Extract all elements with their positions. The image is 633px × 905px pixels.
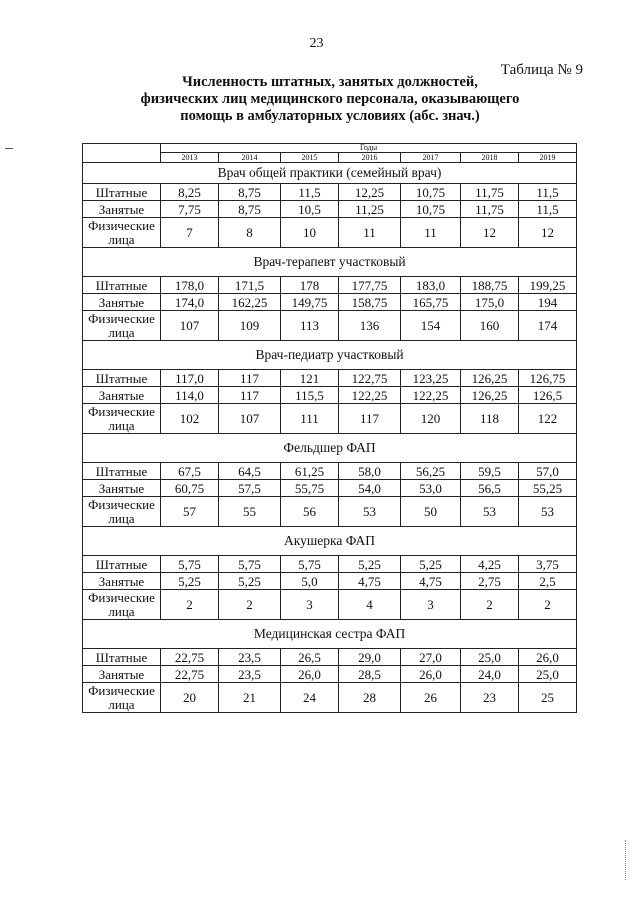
row-label: Физические лица — [83, 218, 161, 248]
row-label: Занятые — [83, 387, 161, 404]
value-cell: 3 — [401, 590, 461, 620]
table-row — [83, 463, 577, 480]
value-cell: 23,5 — [219, 666, 281, 683]
row-label: Штатные — [83, 649, 161, 666]
table-number: Таблица № 9 — [500, 62, 583, 78]
value-cell: 175,0 — [461, 294, 519, 311]
row-label: Занятые — [83, 666, 161, 683]
value-cell: 158,75 — [339, 294, 401, 311]
value-cell: 5,25 — [339, 556, 401, 573]
row-label: Физические лица — [83, 311, 161, 341]
value-cell: 11,75 — [461, 201, 519, 218]
value-cell: 25,0 — [461, 649, 519, 666]
row-label: Занятые — [83, 294, 161, 311]
value-cell: 7,75 — [161, 201, 219, 218]
value-cell: 122,25 — [339, 387, 401, 404]
table-row — [83, 218, 577, 248]
value-cell: 8,75 — [219, 201, 281, 218]
value-cell: 12,25 — [339, 184, 401, 201]
value-cell: 23 — [461, 683, 519, 713]
value-cell: 2 — [461, 590, 519, 620]
title-line: помощь в амбулаторных условиях (абс. знач.) — [180, 108, 480, 124]
value-cell: 24 — [281, 683, 339, 713]
value-cell: 24,0 — [461, 666, 519, 683]
value-cell: 5,75 — [281, 556, 339, 573]
value-cell: 29,0 — [339, 649, 401, 666]
row-label: Занятые — [83, 480, 161, 497]
section-title: Врач-педиатр участковый — [83, 341, 577, 370]
value-cell: 5,75 — [219, 556, 281, 573]
value-cell: 2 — [219, 590, 281, 620]
value-cell: 122,75 — [339, 370, 401, 387]
table-row — [83, 590, 577, 620]
value-cell: 55 — [219, 497, 281, 527]
year-cell: 2019 — [519, 153, 577, 163]
value-cell: 53,0 — [401, 480, 461, 497]
value-cell: 57,5 — [219, 480, 281, 497]
row-label: Физические лица — [83, 590, 161, 620]
row-label: Физические лица — [83, 404, 161, 434]
title-line: Численность штатных, занятых должностей, — [182, 74, 478, 90]
value-cell: 26,0 — [281, 666, 339, 683]
value-cell: 171,5 — [219, 277, 281, 294]
value-cell: 115,5 — [281, 387, 339, 404]
value-cell: 55,25 — [519, 480, 577, 497]
value-cell: 61,25 — [281, 463, 339, 480]
table-row — [83, 573, 577, 590]
scan-edge-marks — [625, 840, 627, 880]
value-cell: 11,5 — [519, 184, 577, 201]
value-cell: 26,0 — [401, 666, 461, 683]
value-cell: 26,5 — [281, 649, 339, 666]
row-label: Физические лица — [83, 683, 161, 713]
year-cell: 2017 — [401, 153, 461, 163]
section-title: Акушерка ФАП — [83, 527, 577, 556]
value-cell: 113 — [281, 311, 339, 341]
value-cell: 162,25 — [219, 294, 281, 311]
value-cell: 11,5 — [519, 201, 577, 218]
value-cell: 57,0 — [519, 463, 577, 480]
value-cell: 10,75 — [401, 201, 461, 218]
page-number: 23 — [309, 36, 324, 51]
value-cell: 25,0 — [519, 666, 577, 683]
table-title — [120, 74, 540, 125]
table-row — [83, 311, 577, 341]
value-cell: 4,75 — [339, 573, 401, 590]
value-cell: 111 — [281, 404, 339, 434]
value-cell: 114,0 — [161, 387, 219, 404]
value-cell: 126,25 — [461, 370, 519, 387]
value-cell: 11 — [401, 218, 461, 248]
value-cell: 199,25 — [519, 277, 577, 294]
row-label: Штатные — [83, 184, 161, 201]
years-header: Годы — [161, 144, 577, 153]
scan-margin-mark — [5, 148, 13, 149]
value-cell: 67,5 — [161, 463, 219, 480]
row-label: Штатные — [83, 277, 161, 294]
value-cell: 22,75 — [161, 649, 219, 666]
year-cell: 2016 — [339, 153, 401, 163]
value-cell: 102 — [161, 404, 219, 434]
value-cell: 136 — [339, 311, 401, 341]
value-cell: 121 — [281, 370, 339, 387]
section-row — [83, 434, 577, 463]
value-cell: 20 — [161, 683, 219, 713]
value-cell: 50 — [401, 497, 461, 527]
value-cell: 178 — [281, 277, 339, 294]
section-row — [83, 527, 577, 556]
section-title: Врач-терапевт участковый — [83, 248, 577, 277]
value-cell: 5,0 — [281, 573, 339, 590]
value-cell: 117 — [219, 387, 281, 404]
corner-cell — [83, 144, 161, 163]
value-cell: 53 — [461, 497, 519, 527]
value-cell: 4 — [339, 590, 401, 620]
value-cell: 117 — [219, 370, 281, 387]
value-cell: 154 — [401, 311, 461, 341]
value-cell: 2 — [161, 590, 219, 620]
value-cell: 2,5 — [519, 573, 577, 590]
value-cell: 27,0 — [401, 649, 461, 666]
value-cell: 122,25 — [401, 387, 461, 404]
section-row — [83, 341, 577, 370]
value-cell: 117,0 — [161, 370, 219, 387]
year-cell: 2014 — [219, 153, 281, 163]
value-cell: 11,25 — [339, 201, 401, 218]
value-cell: 178,0 — [161, 277, 219, 294]
value-cell: 120 — [401, 404, 461, 434]
value-cell: 26,0 — [519, 649, 577, 666]
value-cell: 117 — [339, 404, 401, 434]
value-cell: 5,25 — [219, 573, 281, 590]
value-cell: 107 — [219, 404, 281, 434]
section-title: Фельдшер ФАП — [83, 434, 577, 463]
value-cell: 126,25 — [461, 387, 519, 404]
table-row — [83, 277, 577, 294]
value-cell: 107 — [161, 311, 219, 341]
table-row — [83, 480, 577, 497]
value-cell: 10,5 — [281, 201, 339, 218]
value-cell: 126,75 — [519, 370, 577, 387]
value-cell: 4,75 — [401, 573, 461, 590]
value-cell: 8,75 — [219, 184, 281, 201]
row-label: Занятые — [83, 201, 161, 218]
year-cell: 2015 — [281, 153, 339, 163]
value-cell: 177,75 — [339, 277, 401, 294]
table-row — [83, 201, 577, 218]
table-row — [83, 370, 577, 387]
row-label: Штатные — [83, 370, 161, 387]
value-cell: 12 — [519, 218, 577, 248]
value-cell: 118 — [461, 404, 519, 434]
value-cell: 7 — [161, 218, 219, 248]
table-row — [83, 387, 577, 404]
value-cell: 8,25 — [161, 184, 219, 201]
value-cell: 165,75 — [401, 294, 461, 311]
value-cell: 57 — [161, 497, 219, 527]
value-cell: 53 — [519, 497, 577, 527]
value-cell: 11,75 — [461, 184, 519, 201]
section-row — [83, 248, 577, 277]
value-cell: 12 — [461, 218, 519, 248]
table-row — [83, 404, 577, 434]
value-cell: 2 — [519, 590, 577, 620]
value-cell: 3 — [281, 590, 339, 620]
title-line: физических лиц медицинского персонала, оказывающего — [140, 91, 520, 107]
section-title: Врач общей практики (семейный врач) — [83, 163, 577, 184]
value-cell: 8 — [219, 218, 281, 248]
section-title: Медицинская сестра ФАП — [83, 620, 577, 649]
value-cell: 194 — [519, 294, 577, 311]
value-cell: 10 — [281, 218, 339, 248]
year-cell: 2018 — [461, 153, 519, 163]
year-cell: 2013 — [161, 153, 219, 163]
section-row — [83, 163, 577, 184]
row-label: Занятые — [83, 573, 161, 590]
value-cell: 55,75 — [281, 480, 339, 497]
value-cell: 5,75 — [161, 556, 219, 573]
value-cell: 183,0 — [401, 277, 461, 294]
value-cell: 56,5 — [461, 480, 519, 497]
row-label: Физические лица — [83, 497, 161, 527]
value-cell: 123,25 — [401, 370, 461, 387]
table-row — [83, 497, 577, 527]
value-cell: 59,5 — [461, 463, 519, 480]
value-cell: 11 — [339, 218, 401, 248]
section-row — [83, 620, 577, 649]
table-row — [83, 556, 577, 573]
value-cell: 160 — [461, 311, 519, 341]
value-cell: 5,25 — [161, 573, 219, 590]
value-cell: 53 — [339, 497, 401, 527]
value-cell: 64,5 — [219, 463, 281, 480]
table-row — [83, 683, 577, 713]
value-cell: 122 — [519, 404, 577, 434]
value-cell: 60,75 — [161, 480, 219, 497]
value-cell: 26 — [401, 683, 461, 713]
value-cell: 5,25 — [401, 556, 461, 573]
value-cell: 11,5 — [281, 184, 339, 201]
value-cell: 126,5 — [519, 387, 577, 404]
value-cell: 23,5 — [219, 649, 281, 666]
value-cell: 174 — [519, 311, 577, 341]
table-row — [83, 649, 577, 666]
value-cell: 3,75 — [519, 556, 577, 573]
value-cell: 174,0 — [161, 294, 219, 311]
value-cell: 56,25 — [401, 463, 461, 480]
value-cell: 21 — [219, 683, 281, 713]
table-body — [83, 144, 577, 713]
value-cell: 28,5 — [339, 666, 401, 683]
years-header-row — [83, 144, 577, 153]
value-cell: 149,75 — [281, 294, 339, 311]
table-row — [83, 184, 577, 201]
value-cell: 25 — [519, 683, 577, 713]
staff-table — [82, 143, 577, 713]
value-cell: 4,25 — [461, 556, 519, 573]
value-cell: 22,75 — [161, 666, 219, 683]
value-cell: 188,75 — [461, 277, 519, 294]
table-row — [83, 294, 577, 311]
value-cell: 2,75 — [461, 573, 519, 590]
value-cell: 54,0 — [339, 480, 401, 497]
value-cell: 58,0 — [339, 463, 401, 480]
row-label: Штатные — [83, 556, 161, 573]
value-cell: 10,75 — [401, 184, 461, 201]
value-cell: 109 — [219, 311, 281, 341]
value-cell: 56 — [281, 497, 339, 527]
table-row — [83, 666, 577, 683]
value-cell: 28 — [339, 683, 401, 713]
row-label: Штатные — [83, 463, 161, 480]
